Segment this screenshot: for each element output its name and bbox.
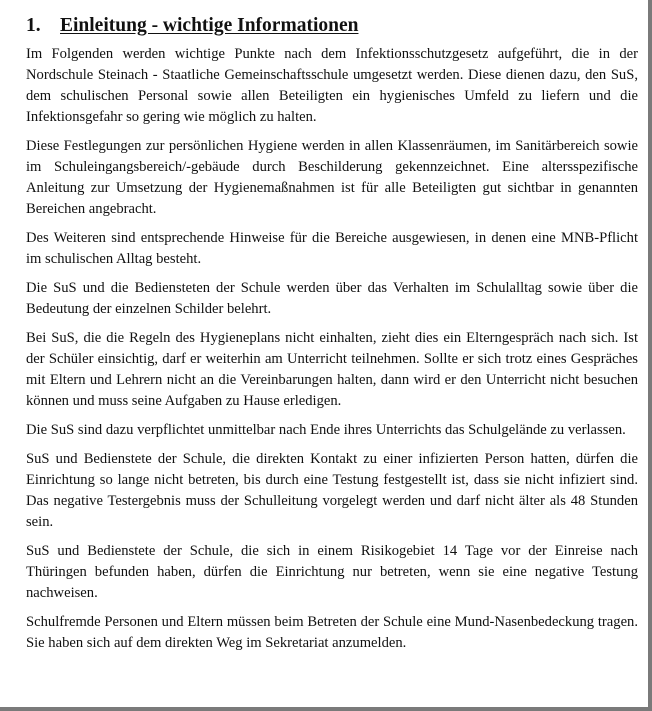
paragraph-intro: Im Folgenden werden wichtige Punkte nach dem Infektionsschutzgesetz aufgeführt, die in der Nordschule Steinach - Staatliche Gemeinschaftsschule umgesetzt werden. Diese dienen dazu, den SuS, dem schulischen Personal sowie allen Beteiligten ein hygienisches Umfeld zu liefern und die Infektionsgefahr so gering wie möglich zu halten. [26,46,638,125]
paragraph-rule-violations: Bei SuS, die die Regeln des Hygieneplans nicht einhalten, zieht dies ein Elterngespräch nach sich. Ist der Schüler einsichtig, darf er weiterhin am Unterricht teilnehmen. Sollte er sich trotz eines Gespräches mit Eltern und Lehrern nicht an die Vereinbarungen halten, dann wird er den Unterricht nicht besuchen können und muss seine Aufgaben zu Hause erledigen. [26,330,638,409]
paragraph-visitors: Schulfremde Personen und Eltern müssen beim Betreten der Schule eine Mund-Nasenbedeckung tragen. Sie haben sich auf dem direkten Weg im Sekretariat anzumelden. [26,614,638,651]
paragraph-risk-area: SuS und Bedienstete der Schule, die sich in einem Risikogebiet 14 Tage vor der Einreise nach Thüringen befunden haben, dürfen die Einrichtung nur betreten, wenn sie eine negative Testung nachweisen. [26,543,638,601]
section-heading [26,14,638,38]
document-content [26,14,638,662]
section-number: 1. [26,15,41,36]
paragraph-personal-hygiene: Diese Festlegungen zur persönlichen Hygiene werden in allen Klassenräumen, im Sanitärbereich sowie im Schuleingangsbereich/-gebäude durch Beschilderung gekennzeichnet. Eine altersspezifische Anleitung zur Umsetzung der Hygienemaßnahmen ist für alle Beteiligten gut sichtbar in genannten Bereichen angebracht. [26,138,638,217]
paragraph-leave-premises: Die SuS sind dazu verpflichtet unmittelbar nach Ende ihres Unterrichts das Schulgelände zu verlassen. [26,422,626,438]
section-title: Einleitung - wichtige Informationen [60,15,359,36]
paragraph-contact-persons: SuS und Bedienstete der Schule, die direkten Kontakt zu einer infizierten Person hatten, dürfen die Einrichtung so lange nicht betreten, bis durch eine Testung festgestellt ist, dass sie nicht infiziert sind. Das negative Testergebnis muss der Schulleitung vorgelegt werden und darf nicht älter als 48 Stunden sein. [26,451,638,530]
paragraph-mnb-notice: Des Weiteren sind entsprechende Hinweise für die Bereiche ausgewiesen, in denen eine MNB-Pflicht im schulischen Alltag besteht. [26,230,638,267]
paragraph-instruction: Die SuS und die Bediensteten der Schule werden über das Verhalten im Schulalltag sowie über die Bedeutung der einzelnen Schilder belehrt. [26,280,638,317]
